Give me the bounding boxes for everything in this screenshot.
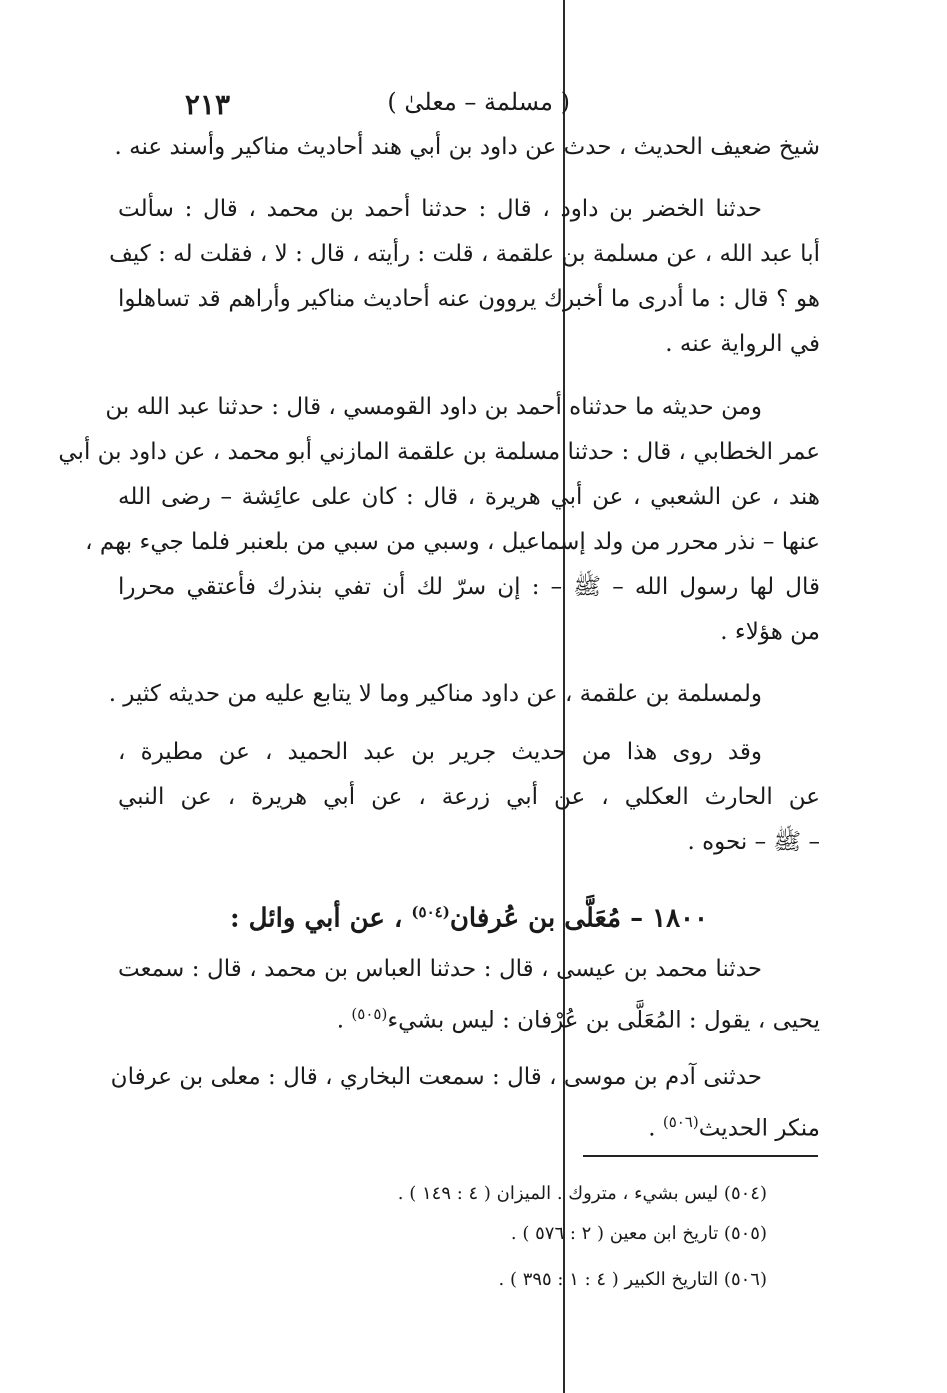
body-line: وقد روى هذا من حديث جرير بن عبد الحميد ، عن مطيرة ، (118, 739, 762, 765)
body-line: عن الحارث العكلي ، عن أبي زرعة ، عن أبي هريرة ، عن النبي (118, 784, 820, 810)
body-line: عمر الخطابي ، قال : حدثنا مسلمة بن علقمة المازني أبو محمد ، عن داود بن أبي (58, 439, 820, 465)
body-line: عنها – نذر محرر من ولد إسماعيل ، وسبي من سبي من بلعنبر فلما جيء بهم ، (85, 529, 820, 555)
footnote-ref: (٥٠٥) (351, 1005, 388, 1023)
footnote-ref: (٥٠٦) (662, 1113, 699, 1131)
entry-heading-rest: ، عن أبي وائل : (230, 903, 403, 934)
footnote: (٥٠٦) التاريخ الكبير ( ٤ : ١ : ٣٩٥ ) . (498, 1269, 767, 1290)
footnote: (٥٠٤) ليس بشيء ، متروك . الميزان ( ٤ : ١٤٩ ) . (397, 1183, 767, 1204)
page-number: ٢١٣ (184, 88, 230, 121)
entry-dash: – (630, 903, 644, 934)
entry-line (118, 1105, 820, 1146)
body-line: ومن حديثه ما حدثناه أحمد بن داود القومسي ، قال : حدثنا عبد الله بن (105, 394, 762, 420)
body-line: من هؤلاء . (720, 619, 820, 645)
entry-heading (118, 892, 820, 939)
entry-line-text: يحيى ، يقول : المُعَلَّى بن عُرْفان : ليس بشيء (387, 1007, 820, 1034)
page-header (120, 86, 820, 126)
line-end-period: . (336, 1007, 345, 1034)
body-line: أبا عبد الله ، عن مسلمة بن علقمة ، قلت : رأيته ، قال : لا ، فقلت له : كيف (109, 241, 820, 267)
entry-number: ١٨٠٠ (652, 903, 708, 934)
entry-line: حدثنا محمد بن عيسى ، قال : حدثنا العباس بن محمد ، قال : سمعت (118, 956, 762, 982)
body-line: – ﷺ – نحوه . (687, 829, 820, 855)
body-line: ولمسلمة بن علقمة ، عن داود مناكير وما لا يتابع عليه من حديثه كثير . (108, 681, 762, 707)
footnote: (٥٠٥) تاريخ ابن معين ( ٢ : ٥٧٦ ) . (510, 1223, 767, 1244)
body-line: في الرواية عنه . (665, 331, 820, 357)
line-end-period: . (648, 1115, 656, 1142)
footnote-ref: (٥٠٤) (411, 903, 450, 921)
body-line: حدثنا الخضر بن داود ، قال : حدثنا أحمد بن محمد ، قال : سألت (118, 196, 762, 222)
entry-line: حدثنى آدم بن موسى ، قال : سمعت البخاري ، قال : معلى بن عرفان (110, 1064, 762, 1090)
entry-line-text: منكر الحديث (698, 1115, 820, 1142)
body-line: هو ؟ قال : ما أدرى ما أخبرك يروون عنه أحاديث مناكير وأراهم قد تساهلوا (118, 286, 820, 312)
entry-name: مُعَلَّى بن عُرفان (449, 903, 621, 934)
body-line: هند ، عن الشعبي ، عن أبي هريرة ، قال : كان على عائِشة – رضى الله (118, 484, 820, 510)
body-line: شيخ ضعيف الحديث ، حدث عن داود بن أبي هند أحاديث مناكير وأسند عنه . (114, 134, 820, 160)
footnote-separator (583, 1155, 818, 1157)
running-title: ( مسلمة – معلىٰ ) (387, 88, 570, 116)
body-line: قال لها رسول الله – ﷺ – : إن سرّ لك أن تفي بنذرك فأعتقي محررا (118, 574, 820, 600)
entry-line (118, 997, 820, 1038)
